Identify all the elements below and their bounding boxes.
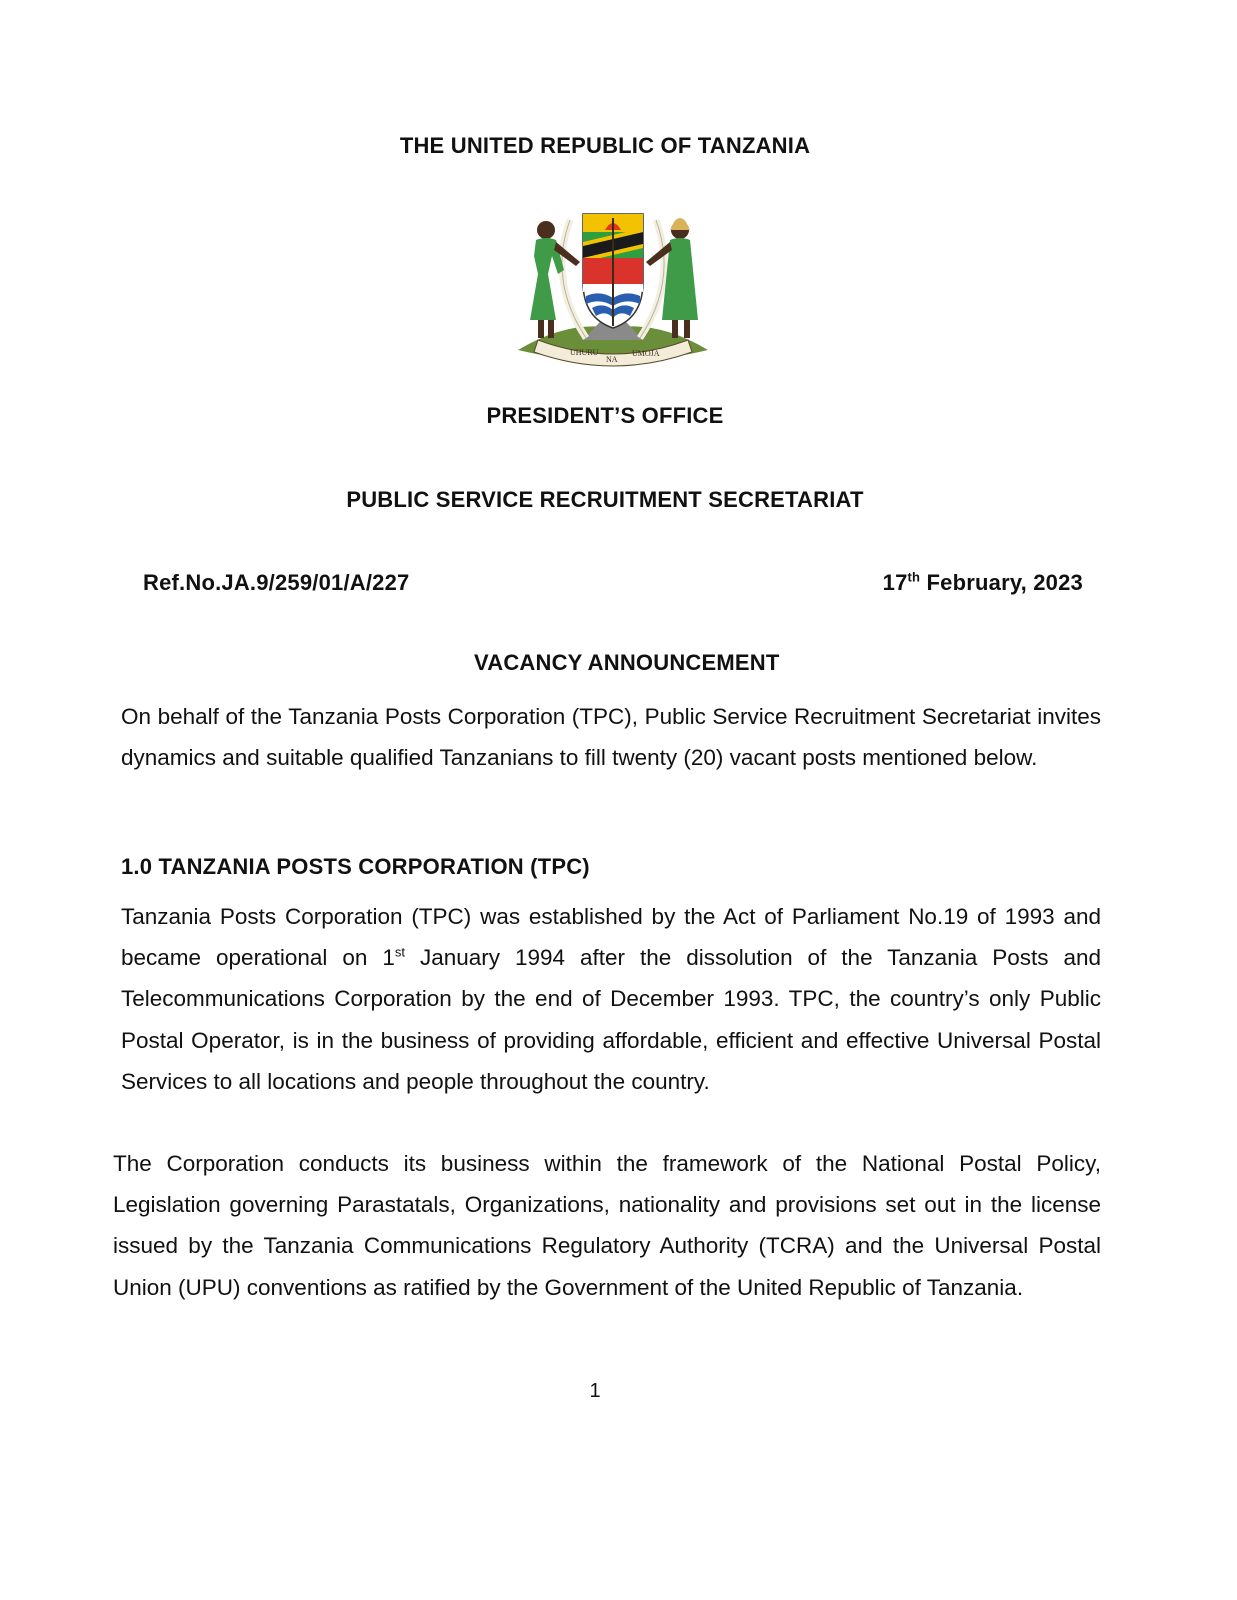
para2-text: The Corporation conducts its business within the framework of the National Postal Policy, Legislation governing Parastatals, Organizations, nationality and provisions set out in the license issued by the Tanzania Communications Regulatory Authority (TCRA) and the Universal Postal Union (UPU) conventions as ratified by the Government of the United Republic of Tanzania.: [113, 1151, 1101, 1300]
reference-number: Ref.No.JA.9/259/01/A/227: [143, 570, 410, 595]
intro-paragraph: [121, 696, 1101, 778]
announcement-title: VACANCY ANNOUNCEMENT: [474, 650, 780, 675]
date-day: 17: [882, 570, 908, 595]
date-rest: February, 2023: [920, 570, 1083, 595]
announcement-date: [883, 570, 1083, 596]
office-heading: PRESIDENT’S OFFICE: [486, 403, 724, 428]
section-heading: 1.0 TANZANIA POSTS CORPORATION (TPC): [121, 854, 590, 879]
secretariat-heading: PUBLIC SERVICE RECRUITMENT SECRETARIAT: [346, 487, 864, 512]
motto-text-3: UMOJA: [632, 349, 660, 358]
para1-text-b: January 1994 after the dissolution of the Tanzania Posts and Telecommunications Corporation by the end of December 1993. TPC, the country’s only Public Postal Operator, is in the business of providing affordable, efficient and effective Universal Postal Services to all locations and people throughout the country.: [121, 945, 1101, 1094]
section-paragraph-1: [121, 896, 1101, 1102]
para1-sup: st: [394, 944, 405, 960]
motto-text-2: NA: [606, 355, 618, 364]
country-heading: THE UNITED REPUBLIC OF TANZANIA: [399, 133, 811, 158]
page-number: 1: [589, 1380, 601, 1402]
para1-text-a: Tanzania Posts Corporation (TPC) was established by the Act of Parliament No.19 of 1993 and became operational on 1: [121, 904, 1101, 971]
date-suffix: th: [907, 569, 921, 585]
coat-of-arms-icon: [508, 200, 718, 370]
section-paragraph-2: [113, 1143, 1101, 1308]
intro-text: On behalf of the Tanzania Posts Corporation (TPC), Public Service Recruitment Secretariat invites dynamics and suitable qualified Tanzanians to fill twenty (20) vacant posts mentioned below.: [121, 704, 1101, 771]
motto-text-1: UHURU: [570, 348, 599, 357]
